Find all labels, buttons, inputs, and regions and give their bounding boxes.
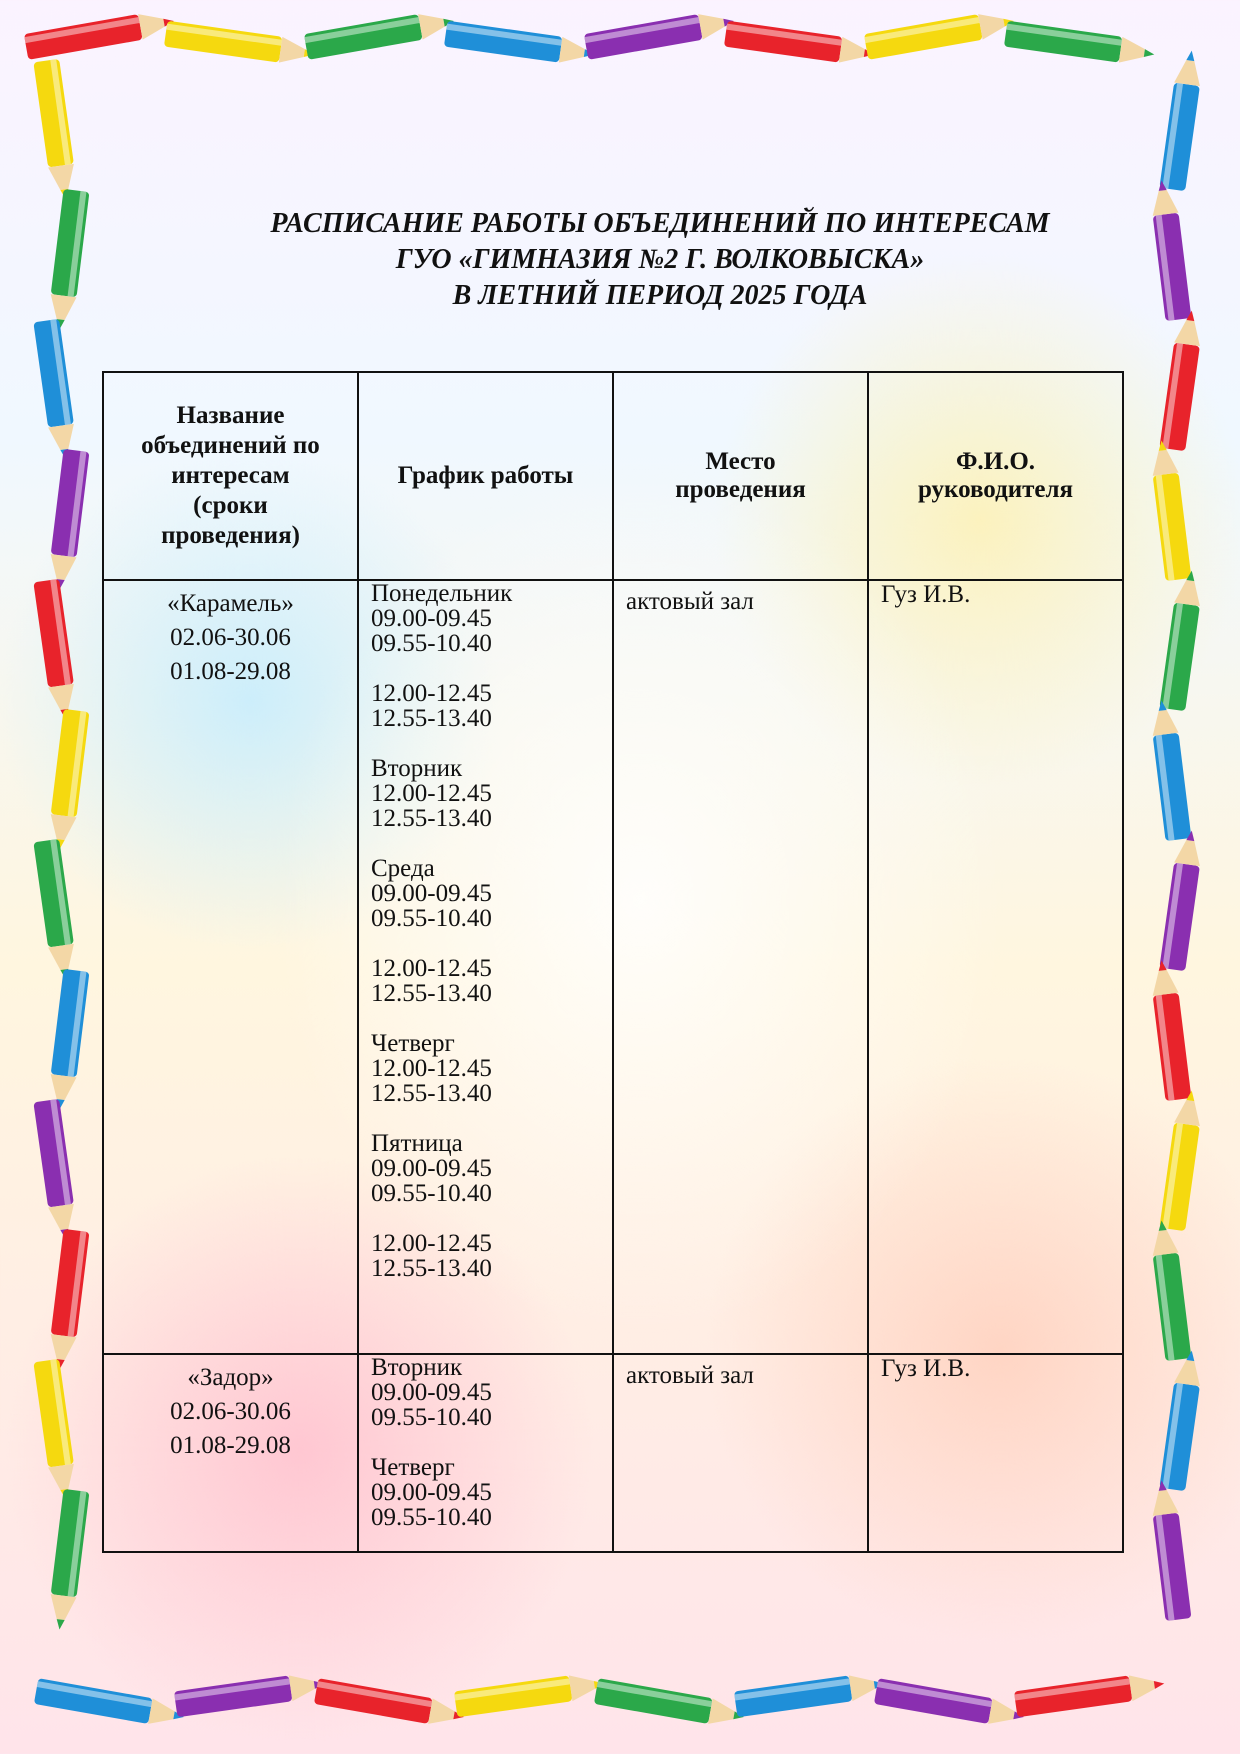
pencil-icon <box>1159 829 1204 971</box>
schedule-day: Вторник <box>371 755 463 782</box>
pencil-icon <box>33 319 78 461</box>
schedule-slot: 09.55-10.40 <box>371 1404 492 1431</box>
pencil-icon <box>174 1671 326 1718</box>
pencil-icon <box>864 8 1016 60</box>
association-name: «Задор» <box>187 1364 274 1391</box>
pencil-icon <box>1159 1349 1204 1491</box>
pencil-icon <box>304 8 456 60</box>
pencil-icon <box>1014 1671 1166 1718</box>
header-head <box>868 372 1123 580</box>
pencil-icon <box>24 8 176 60</box>
schedule-slot: 12.55-13.40 <box>371 1080 492 1107</box>
pencil-icon <box>33 839 78 981</box>
pencil-icon <box>1159 1089 1204 1231</box>
header-head-line: руководителя <box>917 476 1074 503</box>
schedule-day: Понедельник <box>371 580 513 607</box>
schedule-slot: 09.00-09.45 <box>371 880 492 907</box>
pencil-icon <box>164 21 316 68</box>
title-line-2: ГУО «ГИМНАЗИЯ №2 Г. ВОЛКОВЫСКА» <box>395 244 925 275</box>
header-name <box>103 372 358 580</box>
header-place-line: проведения <box>675 476 806 503</box>
schedule-day: Пятница <box>371 1130 463 1157</box>
header-name-line: интересам <box>171 462 290 489</box>
header-name-line: Название <box>176 402 285 429</box>
pencil-icon <box>1159 49 1204 191</box>
pencil-icon <box>724 21 876 68</box>
schedule-slot: 12.00-12.45 <box>371 680 492 707</box>
pencil-icon <box>33 59 78 201</box>
association-dates: 02.06-30.06 <box>170 1398 291 1425</box>
place-cell: актовый зал <box>613 1354 868 1552</box>
schedule-slot: 12.00-12.45 <box>371 780 492 807</box>
pencil-icon <box>1149 1219 1192 1361</box>
place-cell: актовый зал <box>613 580 868 1354</box>
pencil-icon <box>47 449 90 591</box>
schedule-day: Среда <box>371 855 435 882</box>
pencil-icon <box>1149 959 1192 1101</box>
pencil-icon <box>584 8 736 60</box>
pencil-icon <box>33 1099 78 1241</box>
title-line-1: РАСПИСАНИЕ РАБОТЫ ОБЪЕДИНЕНИЙ ПО ИНТЕРЕСАМ <box>270 208 1050 239</box>
schedule-slot: 12.55-13.40 <box>371 1255 492 1282</box>
schedule-slot: 12.55-13.40 <box>371 705 492 732</box>
schedule-slot: 12.00-12.45 <box>371 1230 492 1257</box>
head-cell: Гуз И.В. <box>868 580 1123 1354</box>
pencil-icon <box>33 1359 78 1501</box>
pencil-icon <box>1159 309 1204 451</box>
table-row <box>103 580 1123 1354</box>
header-name-line: проведения) <box>161 522 300 549</box>
header-place-line: Место <box>705 448 776 475</box>
title-line-3: В ЛЕТНИЙ ПЕРИОД 2025 ГОДА <box>452 280 868 311</box>
document-title <box>0 206 1240 314</box>
schedule-slot: 09.00-09.45 <box>371 1155 492 1182</box>
schedule-cell <box>358 1354 613 1552</box>
schedule-slot: 12.55-13.40 <box>371 805 492 832</box>
schedule-slot: 12.55-13.40 <box>371 980 492 1007</box>
pencil-icon <box>1159 569 1204 711</box>
schedule-table <box>102 371 1124 1553</box>
pencil-icon <box>734 1671 886 1718</box>
association-name-cell <box>103 580 358 1354</box>
pencil-icon <box>444 21 596 68</box>
pencil-icon <box>454 1671 606 1718</box>
association-name-cell <box>103 1354 358 1552</box>
schedule-day: Вторник <box>371 1354 463 1381</box>
schedule-cell <box>358 580 613 1354</box>
schedule-slot: 09.55-10.40 <box>371 630 492 657</box>
association-name: «Карамель» <box>167 590 294 617</box>
schedule-day: Четверг <box>371 1454 455 1481</box>
schedule-day: Четверг <box>371 1030 455 1057</box>
pencil-icon <box>47 709 90 851</box>
schedule-slot: 09.00-09.45 <box>371 1379 492 1406</box>
schedule-slot: 09.55-10.40 <box>371 1504 492 1531</box>
schedule-slot: 09.00-09.45 <box>371 1479 492 1506</box>
pencil-icon <box>47 1489 90 1631</box>
schedule-slot: 09.00-09.45 <box>371 605 492 632</box>
head-cell: Гуз И.В. <box>868 1354 1123 1552</box>
pencil-icon <box>874 1678 1026 1730</box>
pencil-icon <box>33 579 78 721</box>
schedule-slot: 12.00-12.45 <box>371 955 492 982</box>
association-dates: 01.08-29.08 <box>170 1432 291 1459</box>
pencil-icon <box>594 1678 746 1730</box>
header-schedule: График работы <box>358 372 613 580</box>
association-dates: 02.06-30.06 <box>170 624 291 651</box>
schedule-slot: 09.55-10.40 <box>371 1180 492 1207</box>
schedule-slot: 12.00-12.45 <box>371 1055 492 1082</box>
pencil-icon <box>314 1678 466 1730</box>
schedule-slot: 09.55-10.40 <box>371 905 492 932</box>
pencil-icon <box>34 1678 186 1730</box>
pencil-icon <box>1004 21 1156 68</box>
pencil-icon <box>1149 699 1192 841</box>
header-name-line: объединений по <box>141 432 320 459</box>
table-row <box>103 1354 1123 1552</box>
pencil-icon <box>1149 1479 1192 1621</box>
header-head-line: Ф.И.О. <box>955 448 1036 475</box>
association-dates: 01.08-29.08 <box>170 658 291 685</box>
pencil-icon <box>1149 439 1192 581</box>
pencil-icon <box>47 969 90 1111</box>
pencil-icon <box>47 1229 90 1371</box>
table-header-row <box>103 372 1123 580</box>
header-name-line: (сроки <box>193 492 268 519</box>
header-place <box>613 372 868 580</box>
